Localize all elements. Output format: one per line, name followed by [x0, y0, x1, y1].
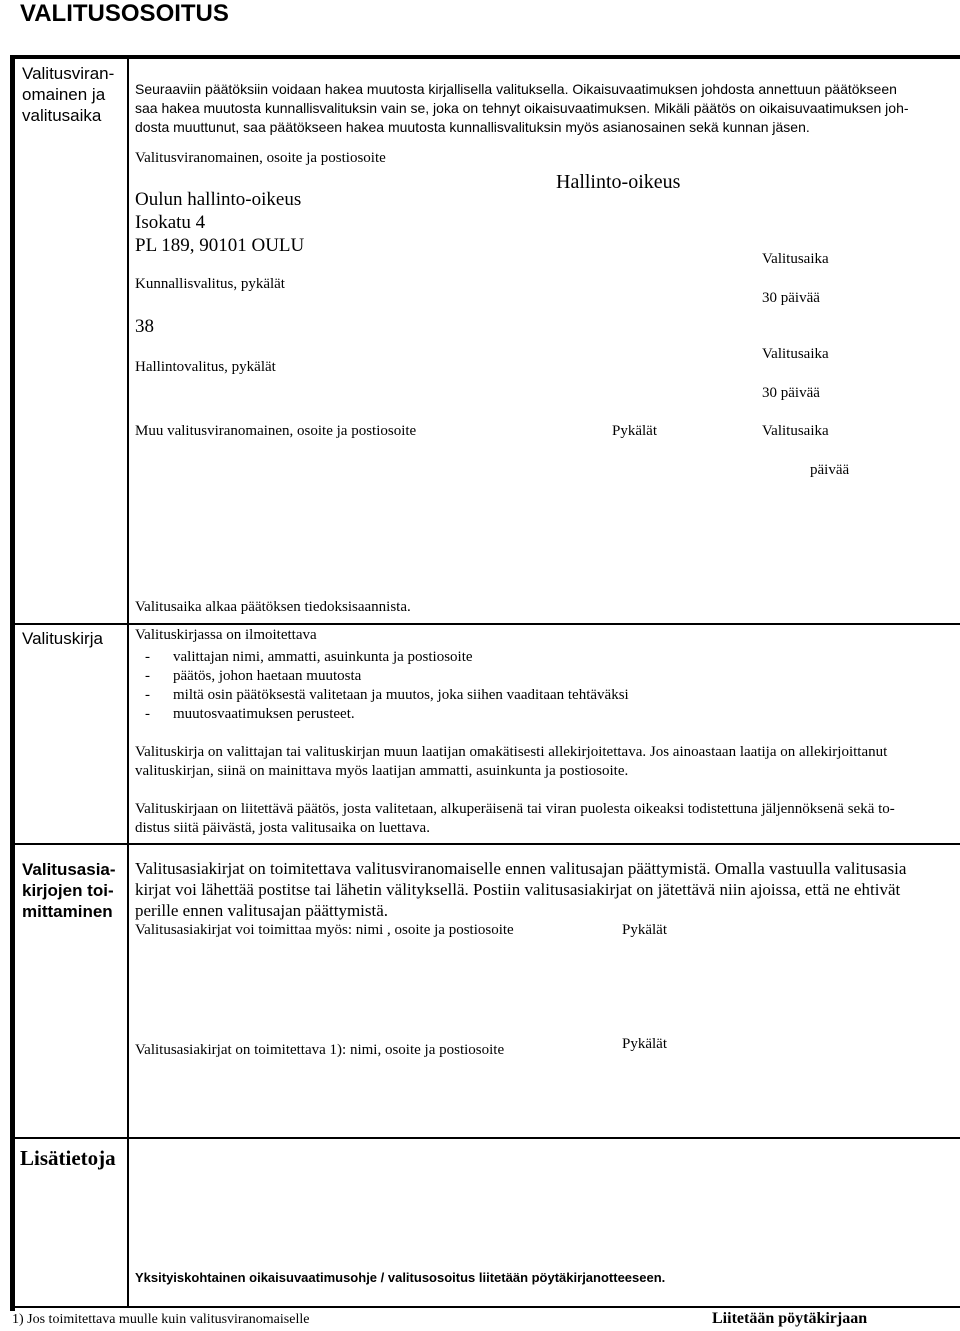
section-divider-2	[15, 843, 960, 845]
paragraph-line: valituskirjan, siinä on mainittava myös laatijan ammatti, asuinkunta ja postiosoite.	[135, 763, 629, 779]
list-bullet: -	[145, 687, 150, 703]
paragraph-line: Valitusasiakirjat on toimitettava valitusviranomaiselle ennen valitusajan päättymistä. Omalla vastuulla valitusasia	[135, 859, 907, 878]
authority-address	[135, 188, 304, 257]
section-label-line: omainen ja	[22, 85, 106, 104]
form-left-border	[10, 55, 15, 1311]
document-title: VALITUSOSOITUS	[20, 0, 229, 27]
paragraph-line: Valituskirja on valittajan tai valituskirjan muun laatijan omakätisesti allekirjoitettava. Jos ainoastaan laatija on allekirjoittanut	[135, 744, 888, 760]
must-deliver-sections-label: Pykälät	[622, 1036, 667, 1052]
signature-paragraph	[135, 743, 887, 781]
other-authority-label: Muu valitusviranomainen, osoite ja postiosoite	[135, 423, 417, 439]
address-line: Isokatu 4	[135, 212, 206, 233]
required-items-list	[145, 648, 629, 724]
appeal-period-value-2: 30 päivää	[762, 385, 820, 401]
list-item-text: miltä osin päätöksestä valitetaan ja muutos, joka siihen vaaditaan tehtäväksi	[173, 687, 629, 703]
also-deliver-sections-label: Pykälät	[622, 922, 667, 938]
paragraph-line: saa hakea muutosta kunnallisvalituksin vain se, joka on tehnyt oikaisuvaatimuksen. Mikäli päätös on oikaisuvaatimuksen joh-	[135, 100, 909, 116]
paragraph-line: Seuraaviin päätöksiin voidaan hakea muutosta kirjallisella valituksella. Oikaisuvaatimuksen johdosta annettuun päätökseen	[135, 81, 897, 97]
must-deliver-label: Valitusasiakirjat on toimitettava 1): nimi, osoite ja postiosoite	[135, 1042, 505, 1058]
municipal-appeal-label: Kunnallisvalitus, pykälät	[135, 276, 285, 292]
paragraph-line: kirjat voi lähettää postitse tai lähetin välityksellä. Postiin valitusasiakirjat on jätettävä niin ajoissa, että ne ehtivät	[135, 880, 901, 899]
list-item	[145, 667, 629, 686]
section-label-additional-info: Lisätietoja	[20, 1146, 116, 1170]
form-top-border	[10, 55, 960, 59]
appeal-period-value-1: 30 päivää	[762, 290, 820, 306]
municipal-sections-value: 38	[135, 316, 154, 337]
list-item	[145, 648, 629, 667]
section-label-line: kirjojen toi-	[22, 881, 114, 900]
form-bottom-border	[10, 1306, 960, 1308]
list-item	[145, 705, 629, 724]
other-sections-label: Pykälät	[612, 423, 657, 439]
other-period-unit: päivää	[810, 462, 850, 478]
section-label-line: mittaminen	[22, 902, 113, 921]
paragraph-line: perille ennen valitusajan päättymistä.	[135, 901, 389, 920]
section-divider-3	[15, 1137, 960, 1139]
list-bullet: -	[145, 668, 150, 684]
attached-to-minutes: Liitetään pöytäkirjaan	[712, 1310, 868, 1327]
also-deliver-label: Valitusasiakirjat voi toimittaa myös: nimi , osoite ja postiosoite	[135, 922, 514, 938]
section-label-authority	[22, 63, 114, 126]
list-item-text: päätös, johon haetaan muutosta	[173, 668, 362, 684]
list-item	[145, 686, 629, 705]
delivery-paragraph	[135, 858, 906, 921]
court-title: Hallinto-oikeus	[556, 171, 681, 193]
section-label-line: Valitusviran-	[22, 64, 115, 83]
admin-appeal-label: Hallintovalitus, pykälät	[135, 359, 276, 375]
list-item-text: valittajan nimi, ammatti, asuinkunta ja postiosoite	[173, 649, 473, 665]
appeal-period-label-2: Valitusaika	[762, 346, 829, 362]
list-bullet: -	[145, 649, 150, 665]
paragraph-line: distus siitä päivästä, josta valitusaika on luettava.	[135, 820, 430, 836]
section-label-appeal-letter: Valituskirja	[22, 629, 103, 648]
section-label-line: Valitusasia-	[22, 860, 116, 879]
label-column-divider	[127, 59, 129, 1308]
period-start-note: Valitusaika alkaa päätöksen tiedoksisaannista.	[135, 599, 411, 615]
appeal-period-label-1: Valitusaika	[762, 251, 829, 267]
paragraph-line: dosta muuttunut, saa päätökseen hakea muutosta kunnallisvalituksin myös asianosainen sekä kunnan jäsen.	[135, 119, 810, 135]
other-period-label: Valitusaika	[762, 423, 829, 439]
list-bullet: -	[145, 706, 150, 722]
paragraph-line: Valituskirjaan on liitettävä päätös, josta valitetaan, alkuperäisenä tai viran puolesta oikeaksi todistettuna jäljennöksenä sekä to-	[135, 801, 895, 817]
intro-paragraph	[135, 80, 909, 137]
section-divider-1	[15, 623, 960, 625]
section-label-line: valitusaika	[22, 106, 102, 125]
section-label-delivery	[22, 859, 116, 922]
footnote: 1) Jos toimitettava muulle kuin valitusviranomaiselle	[12, 1312, 310, 1327]
additional-info-note: Yksityiskohtainen oikaisuvaatimusohje / valitusosoitus liitetään pöytäkirjanotteeseen.	[135, 1270, 666, 1285]
authority-header: Valitusviranomainen, osoite ja postiosoite	[135, 150, 386, 166]
address-line: PL 189, 90101 OULU	[135, 235, 305, 256]
address-line: Oulun hallinto-oikeus	[135, 189, 302, 210]
appeal-letter-intro: Valituskirjassa on ilmoitettava	[135, 627, 317, 643]
list-item-text: muutosvaatimuksen perusteet.	[173, 706, 355, 722]
attachment-paragraph	[135, 800, 895, 838]
